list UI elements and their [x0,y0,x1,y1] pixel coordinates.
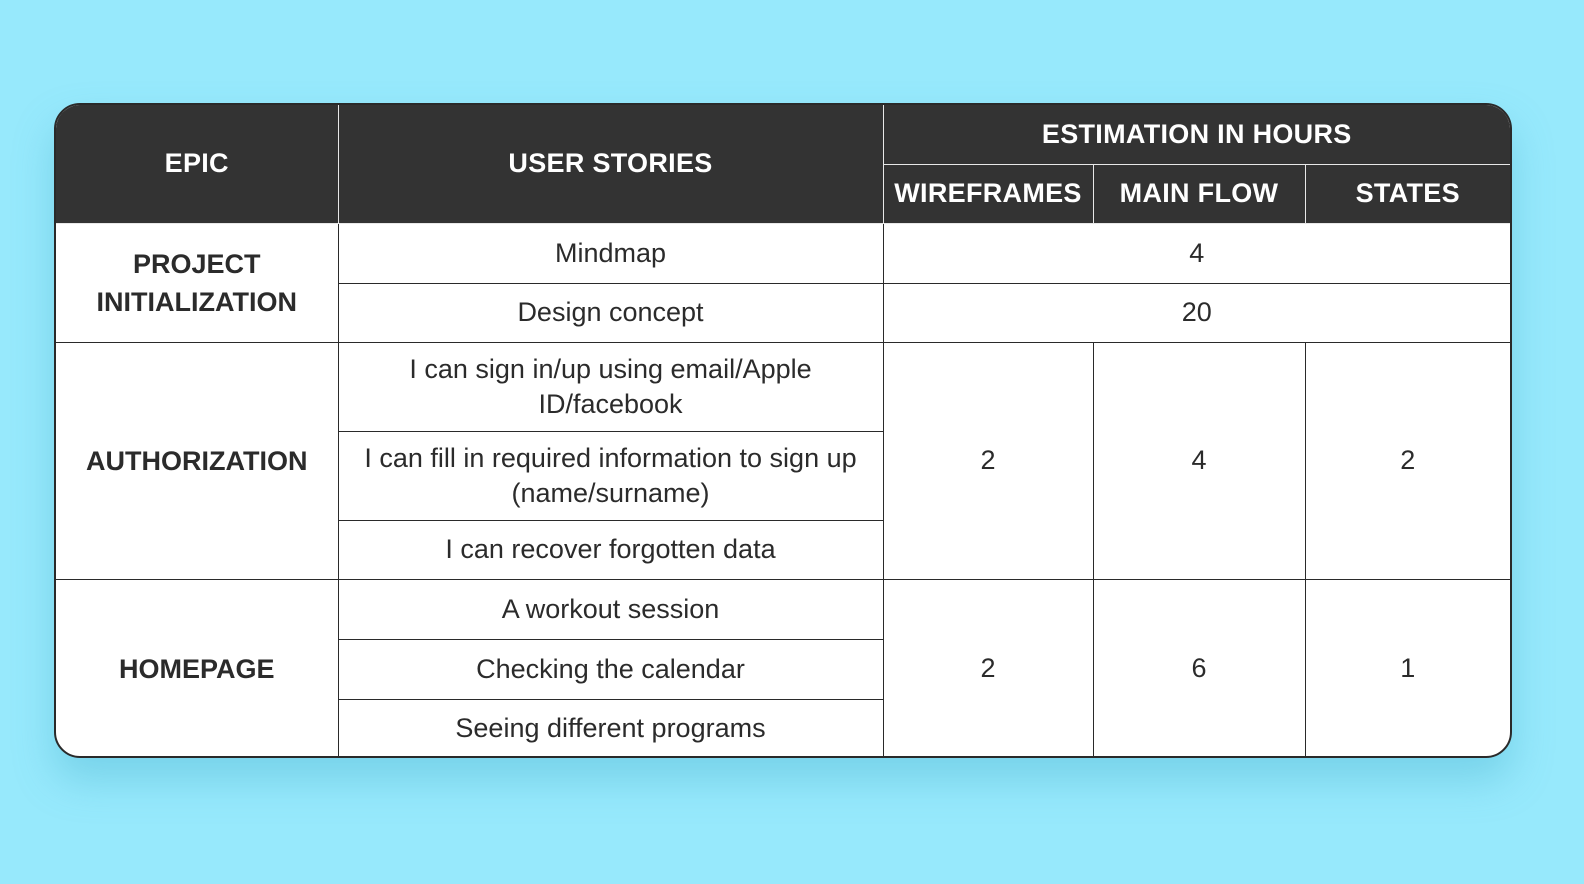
header-states: STATES [1305,164,1510,223]
total-hours-cell: 4 [883,223,1510,283]
estimation-table [56,105,1510,758]
epic-homepage: HOMEPAGE [56,579,338,758]
header-row-top [56,105,1510,164]
story-cell: Checking the calendar [338,639,883,699]
story-cell: Design concept [338,283,883,342]
story-cell: I can fill in required information to sign up (name/surname) [338,431,883,520]
story-cell: A workout session [338,579,883,639]
epic-authorization: AUTHORIZATION [56,342,338,579]
story-cell: Seeing different programs [338,699,883,758]
header-epic: EPIC [56,105,338,223]
table-row [56,342,1510,431]
story-cell: Mindmap [338,223,883,283]
main-flow-cell: 6 [1093,579,1305,758]
states-cell: 1 [1305,579,1510,758]
story-cell: I can sign in/up using email/Apple ID/facebook [338,342,883,431]
header-main-flow: MAIN FLOW [1093,164,1305,223]
total-hours-cell: 20 [883,283,1510,342]
epic-project-initialization: PROJECT INITIALIZATION [56,223,338,342]
header-wireframes: WIREFRAMES [883,164,1093,223]
wireframes-cell: 2 [883,342,1093,579]
estimation-table-card [54,103,1512,758]
header-user-stories: USER STORIES [338,105,883,223]
header-estimation: ESTIMATION IN HOURS [883,105,1510,164]
states-cell: 2 [1305,342,1510,579]
main-flow-cell: 4 [1093,342,1305,579]
story-cell: I can recover forgotten data [338,520,883,579]
table-row [56,579,1510,639]
table-row [56,223,1510,283]
wireframes-cell: 2 [883,579,1093,758]
